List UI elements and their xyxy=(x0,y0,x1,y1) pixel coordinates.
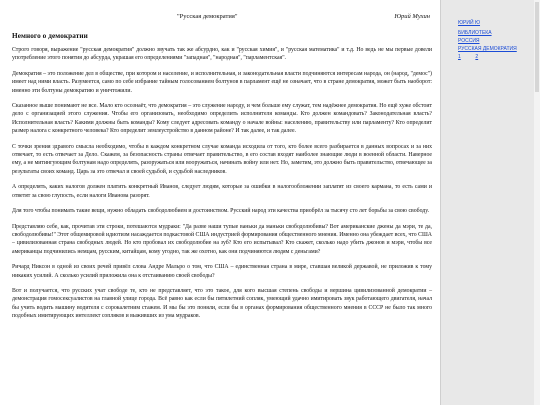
paragraph: Вот и получается, что русских учат свободе те, кто не представляет, что это такое, для кого высшая степень свободы и вершина цивилизованной демократии – демонстрация гомосексуалистов на главной улице города. Всё равно как если бы пятилетний сопляк, умеющий удачно имитировать звук работающего двигателя, начал бы учить водить машину водителя с сорокалетним стажем. И мы бы это поняли, если бы в органах формирования общественного мнения в СССР не было так много подобных имитирующих интеллект сопляков и выживших из ума мудраков. xyxy=(12,287,432,320)
paragraph: Представляю себе, как, прочитав эти строки, потешаются мудраки: "Да разве наши тупые ваньки да маньки свободолюбивы? Вот американские джены да мэри, те да, свободолюбивы!" Этот общемировой идиотизм насаждается подкастовой США индустрией формирования общественного мнения. Именно она убеждает всех, что США – цивилизованная страна свободных людей. Но кто пробовал их свободолюбие на зуб? Кто его испытывал? Кто скажет, сколько надо убить джонов и мэри, чтобы все американцы подчинились немцам, русским, китайцам, кому угодно, так же охотно, как они подчиняются людям с деньгами? xyxy=(12,223,432,255)
paragraph: Сказанное выше понимают не все. Мало кто осознаёт, что демократия – это служение народу, и чем больше ему служат, тем надёжнее демократия. Но ещё хуже обстоит дело с организацией этого служения. Чтобы его организовать, необходимо определить исполнителя команды. Кто должен командовать? Законодательная власть? Исполнительная власть? Какими должны быть команды? Кому следует адресовать команду о начале войны: населению, правительству или парламенту? Кто определит размер налога с конкретного человека? Кто определит землеустройство в данном районе? И так далее, и так далее. xyxy=(12,103,432,135)
sidebar-link-library[interactable]: БИБЛИОТЕКА xyxy=(458,30,492,36)
page-link-2[interactable]: 2 xyxy=(475,54,479,60)
paragraph: Для того чтобы понимать такие вещи, нужно обладать свободолюбием и достоинством. Русский народ эти качества приобрёл за тысячу сто лет борьбы за свою свободу. xyxy=(12,208,430,215)
sidebar-pagination xyxy=(458,54,534,60)
sidebar-nav xyxy=(444,20,534,60)
sidebar-link-author[interactable]: ЮРИЙ Ю xyxy=(458,20,481,26)
paragraph: Ричард Никсон в одной из своих речей привёл слова Андре Мальро о том, что США – единственная страна в мире, ставшая великой державой, не приложив к тому никаких усилий. А сколько усилий приложила она к отстаиванию своей свободы? xyxy=(12,264,432,279)
article-title: Немного о демократии xyxy=(12,32,88,40)
vertical-scrollbar[interactable] xyxy=(534,0,540,405)
paragraph: А определять, каких налогов должен платить конкретный Иванов, следует людям, которые за ошибки в налогообложении заплатят из своего кармана, то есть сами и ответят за свою глупость, если налоги Иванова разорят. xyxy=(12,184,432,199)
paragraph: Строго говоря, выражение "русская демократия" должно звучать так же абсурдно, как и "русская химия", и "русская математика" и т.д. Но ведь не мы первые довели употребление этого понятия до абсурда, украшая его определениями "западная", "народная", "парламентская". xyxy=(12,47,432,62)
paragraph: С точки зрения здравого смысла необходимо, чтобы в каждом конкретном случае команда исходила от того, кто более всего разбирается в данных вопросах и за них отвечает, то есть отвечает за Дело. Скажем, за безопасность страны отвечает правительство, в его состав входят наиболее знающие люди в военной области. Наверное ему, а не митингующим болтунам надо определять, разоружаться или вооружаться, начинать войну или нет. Но, заметим, это должно быть правительство, отвечающее за результаты своих команд. Царь за это отвечал и своей судьбой, и судьбой наследников. xyxy=(12,143,432,175)
scrollbar-thumb[interactable] xyxy=(535,2,539,92)
page-heading-quote: "Русская демократия" xyxy=(177,13,238,20)
sidebar-link-russia[interactable]: РОССИЯ xyxy=(458,38,480,44)
page-header xyxy=(12,12,432,24)
paragraph: Демократия – это положение дел в обществе, при котором и население, и исполнительная, и законодательная власти подчиняются интересам народа, он (народ, "демос") имеет над ними власть. Разумеется, само по себе избрание тайным голосованием болтунов в парламент ещё не означает, что в стране демократия, может быть наоборот: именно эти болтуны демократию и уничтожили. xyxy=(12,70,432,94)
page-link-1[interactable]: 1 xyxy=(458,54,461,60)
sidebar-link-russian-democracy[interactable]: РУССКАЯ ДЕМОКРАТИЯ xyxy=(458,46,517,52)
author-name: Юрий Мухин xyxy=(394,13,430,20)
